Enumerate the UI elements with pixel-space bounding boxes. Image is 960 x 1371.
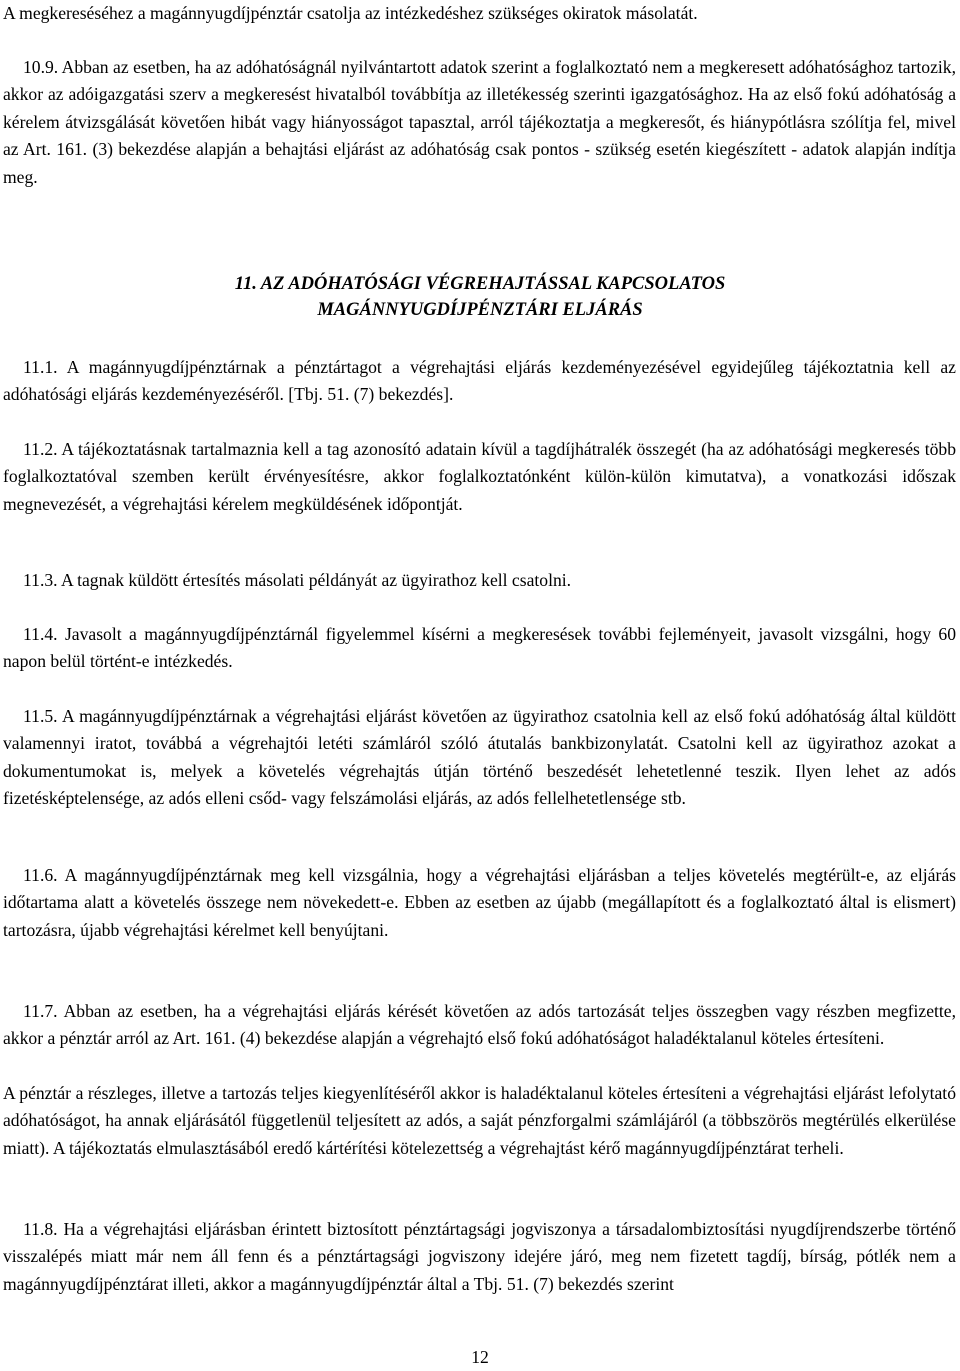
intro-paragraph bbox=[3, 0, 956, 27]
page-number: 12 bbox=[471, 1347, 489, 1367]
paragraph-11-6 bbox=[3, 862, 956, 944]
paragraph-number: 11.1. bbox=[23, 357, 58, 377]
paragraph-text: Ha a végrehajtási eljárásban érintett biztosított pénztártagsági jogviszonya a társadalombiztosítási nyugdíjrendszerbe történő visszalépés miatt már nem áll fenn és a pénztártagsági jogviszony idejére járó, meg nem fizetett tagdíj, bírság, pótlék nem a magánnyugdíjpénztárat illeti, akkor a magánnyugdíjpénztár által a Tbj. 51. (7) bekezdés szerint bbox=[3, 1219, 956, 1294]
paragraph-11-7 bbox=[3, 998, 956, 1053]
paragraph-text: A pénztár a részleges, illetve a tartozás teljes kiegyenlítéséről akkor is haladéktalanul köteles értesíteni a végrehajtási eljárást lefolytató adóhatóságot, ha annak eljárásától függetlenül teljesített az adós, a saját pénzforgalmi számlájáról (a többszörös megtérülés elkerülése miatt). A tájékoztatás elmulasztásából eredő kártérítési kötelezettség a végrehajtást kérő magánnyugdíjpénztárat terheli. bbox=[3, 1083, 956, 1158]
paragraph-text: Javasolt a magánnyugdíjpénztárnál figyelemmel kísérni a megkeresések további fejleményeit, javasolt vizsgálni, hogy 60 napon belül történt-e intézkedés. bbox=[3, 624, 956, 672]
paragraph-number: 11.6. bbox=[23, 865, 58, 885]
section-heading-line-1: 11. AZ ADÓHATÓSÁGI VÉGREHAJTÁSSAL KAPCSOLATOS bbox=[234, 274, 726, 294]
paragraph-text: A tájékoztatásnak tartalmaznia kell a tag azonosító adatain kívül a tagdíjhátralék összegét (ha az adóhatósági megkeresés több foglalkoztatóval szemben került érvényesítésre, akkor foglalkoztatónként külön-külön kimutatva), a vonatkozási időszak megnevezését, a végrehajtási kérelem megküldésének időpontját. bbox=[3, 439, 956, 514]
paragraph-11-3 bbox=[3, 567, 956, 594]
paragraph-number: 11.7. bbox=[23, 1001, 58, 1021]
paragraph-text: Abban az esetben, ha a végrehajtási eljárás kérését követően az adós tartozását teljes összegben vagy részben megfizette, akkor a pénztár arról az Art. 161. (4) bekezdése alapján a végrehajtó első fokú adóhatóságot haladéktalanul köteles értesíteni. bbox=[3, 1001, 956, 1049]
paragraph-11-7-continued bbox=[3, 1080, 956, 1162]
intro-text: A megkereséséhez a magánnyugdíjpénztár csatolja az intézkedéshez szükséges okiratok másolatát. bbox=[3, 3, 698, 23]
paragraph-number: 11.5. bbox=[23, 706, 58, 726]
paragraph-11-8 bbox=[3, 1216, 956, 1298]
section-heading-line-2: MAGÁNNYUGDÍJPÉNZTÁRI ELJÁRÁS bbox=[317, 300, 643, 320]
paragraph-11-1 bbox=[3, 354, 956, 409]
paragraph-text: A magánnyugdíjpénztárnak meg kell vizsgálnia, hogy a végrehajtási eljárásban a teljes követelés megtérült-e, az eljárás időtartama alatt a követelés összege nem növekedett-e. Ebben az esetben az újabb (megállapított és a foglalkoztató által is elismert) tartozásra, újabb végrehajtási kérelmet kell benyújtani. bbox=[3, 865, 956, 940]
paragraph-number: 10.9. bbox=[23, 57, 59, 77]
paragraph-number: 11.2. bbox=[23, 439, 58, 459]
paragraph-text: A magánnyugdíjpénztárnak a végrehajtási eljárást követően az ügyirathoz csatolnia kell az első fokú adóhatóság által küldött valamennyi iratot, továbbá a végrehajtói letéti számláról szóló átutalás bankbizonylatát. Csatolni kell az ügyirathoz azokat a dokumentumokat is, melyek a követelés végrehajtás útján történő beszedését lehetetlenné teszik. Ilyen lehet az adós fizetésképtelensége, az adós elleni csőd- vagy felszámolási eljárás, az adós fellelhetetlensége stb. bbox=[3, 706, 956, 809]
paragraph-text: A tagnak küldött értesítés másolati példányát az ügyirathoz kell csatolni. bbox=[57, 570, 572, 590]
paragraph-text: Abban az esetben, ha az adóhatóságnál nyilvántartott adatok szerint a foglalkoztató nem a megkeresett adóhatósághoz tartozik, akkor az adóigazgatási szerv a megkeresést hivatalból továbbítja az illetékesség szerinti igazgatósághoz. Ha az első fokú adóhatóság a kérelem átvizsgálását követően hibát vagy hiányosságot tapasztal, arról tájékoztatja a megkeresőt, és hiánypótlásra szólítja fel, mivel az Art. 161. (3) bekezdése alapján a behajtási eljárást az adóhatóság csak pontos - szükség esetén kiegészített - adatok alapján indítja meg. bbox=[3, 57, 956, 187]
paragraph-number: 11.4. bbox=[23, 624, 58, 644]
paragraph-11-2 bbox=[3, 436, 956, 518]
paragraph-text: A magánnyugdíjpénztárnak a pénztártagot a végrehajtási eljárás kezdeményezésével egyidejűleg tájékoztatnia kell az adóhatósági eljárás kezdeményezéséről. [Tbj. 51. (7) bekezdés]. bbox=[3, 357, 956, 405]
paragraph-number: 11.3. bbox=[23, 570, 58, 590]
paragraph-10-9 bbox=[3, 54, 956, 191]
paragraph-number: 11.8. bbox=[23, 1219, 58, 1239]
paragraph-11-4 bbox=[3, 621, 956, 676]
paragraph-11-5 bbox=[3, 703, 956, 813]
